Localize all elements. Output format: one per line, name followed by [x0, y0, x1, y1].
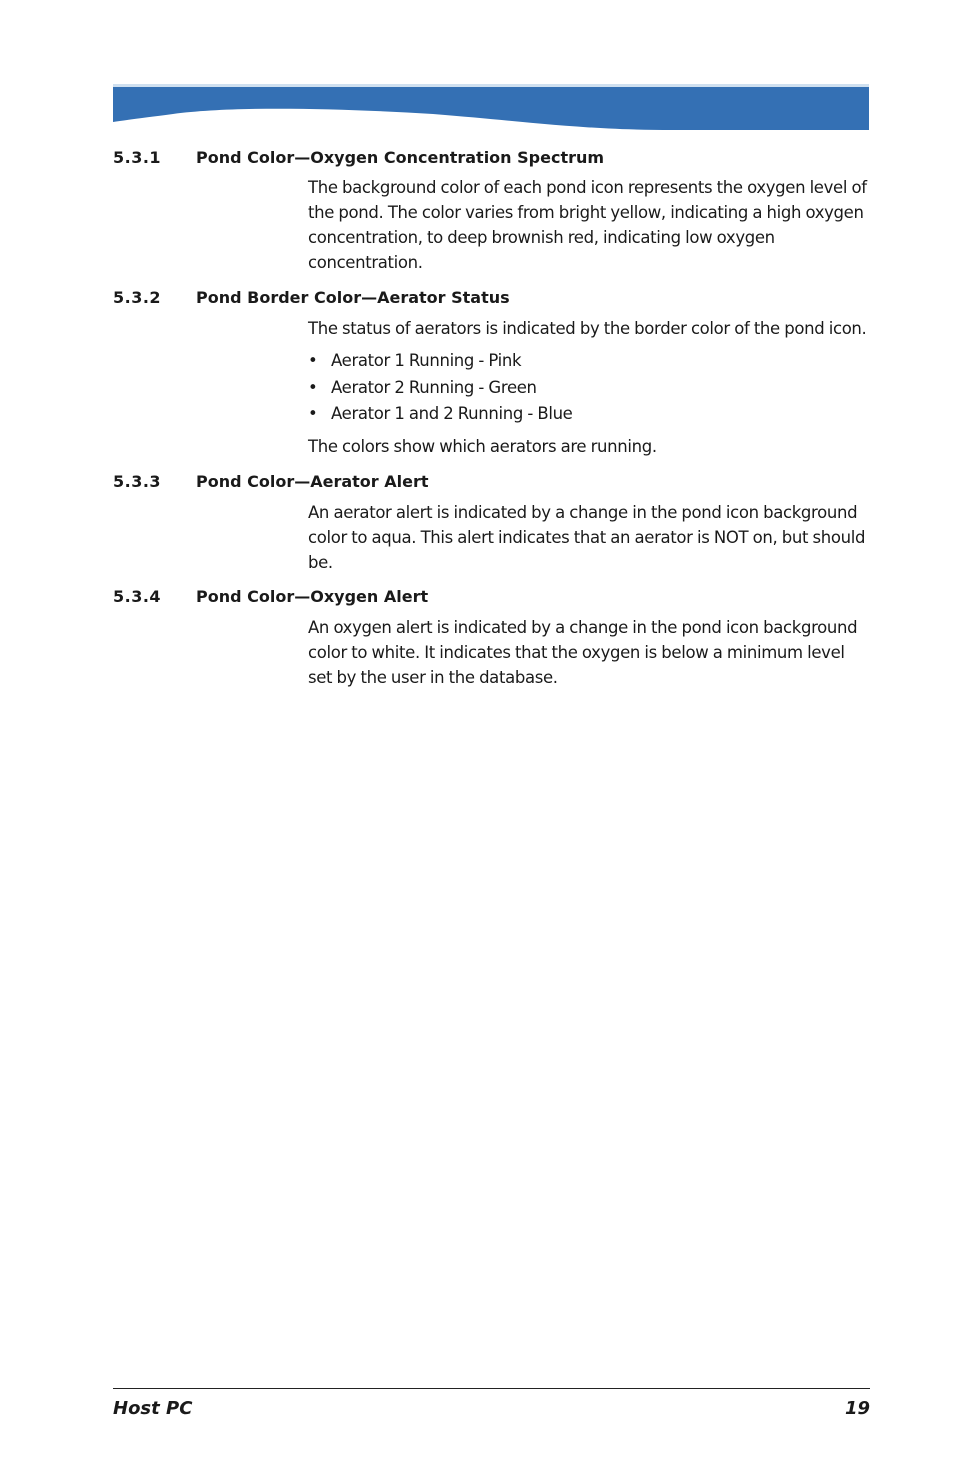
- header-wave-graphic: [113, 84, 869, 130]
- list-item: [308, 401, 873, 428]
- body-line: be.: [308, 553, 333, 572]
- list-item: [308, 348, 873, 375]
- section-title: Pond Color—Aerator Alert: [196, 472, 429, 491]
- section-heading: [113, 472, 873, 496]
- section-number: 5.3.1: [113, 148, 162, 167]
- body-line: An aerator alert is indicated by a change in the pond icon background: [308, 503, 858, 522]
- bullet-icon: •: [308, 351, 318, 370]
- body-line: color to white. It indicates that the oxygen is below a minimum level: [308, 643, 845, 662]
- footer-divider: [113, 1388, 870, 1389]
- body-line: The background color of each pond icon represents the oxygen level of: [308, 178, 867, 197]
- section-title: Pond Color—Oxygen Concentration Spectrum: [196, 148, 605, 167]
- body-line: concentration, to deep brownish red, indicating low oxygen: [308, 228, 775, 247]
- list-item-text: Aerator 1 and 2 Running - Blue: [331, 404, 573, 423]
- section-number: 5.3.2: [113, 288, 162, 307]
- section-body: [308, 500, 873, 575]
- body-line: set by the user in the database.: [308, 668, 558, 687]
- header-banner: [113, 84, 869, 130]
- list-item-text: Aerator 2 Running - Green: [331, 377, 537, 397]
- page-number: 19: [844, 1398, 870, 1419]
- body-line: An oxygen alert is indicated by a change in the pond icon background: [308, 618, 858, 637]
- body-line: color to aqua. This alert indicates that an aerator is NOT on, but should: [308, 528, 866, 547]
- section-body: [308, 175, 873, 275]
- section-title: Pond Color—Oxygen Alert: [196, 587, 429, 606]
- bullet-icon: •: [308, 377, 318, 397]
- bullet-icon: •: [308, 404, 318, 423]
- section-5-3-4: [113, 587, 873, 690]
- section-number: 5.3.4: [113, 587, 162, 606]
- section-5-3-3: [113, 472, 873, 575]
- body-intro: The status of aerators is indicated by the border color of the pond icon.: [308, 319, 867, 338]
- list-item: [308, 375, 873, 402]
- section-heading: [113, 288, 873, 312]
- section-body: [308, 316, 873, 459]
- section-number: 5.3.3: [113, 472, 162, 491]
- list-item-text: Aerator 1 Running - Pink: [331, 351, 522, 370]
- section-heading: [113, 148, 873, 172]
- section-5-3-1: [113, 148, 873, 275]
- section-title: Pond Border Color—Aerator Status: [196, 288, 510, 307]
- body-outro: The colors show which aerators are running.: [308, 436, 657, 456]
- body-line: concentration.: [308, 253, 423, 272]
- section-body: [308, 615, 873, 690]
- footer-chapter-title: Host PC: [113, 1398, 193, 1419]
- aerator-status-list: [308, 348, 873, 428]
- section-5-3-2: [113, 288, 873, 459]
- section-heading: [113, 587, 873, 611]
- body-line: the pond. The color varies from bright yellow, indicating a high oxygen: [308, 203, 864, 222]
